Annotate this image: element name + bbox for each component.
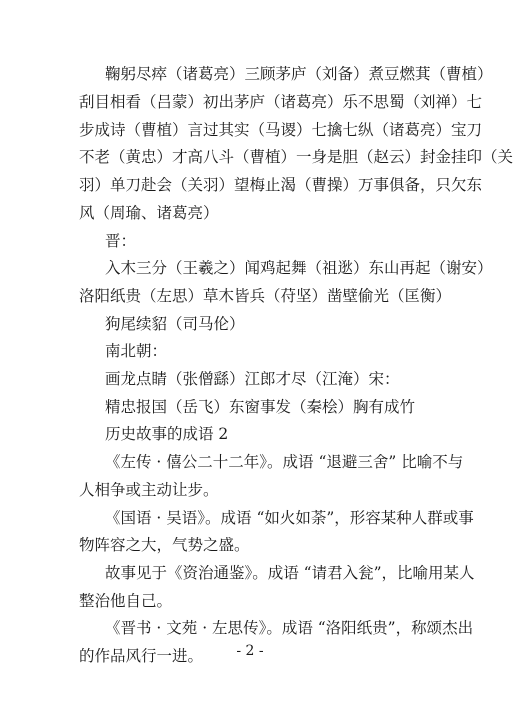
- text-line: 步成诗（曹植）言过其实（马谡）七擒七纵（诸葛亮）宝刀: [79, 121, 483, 139]
- text-line: 狗尾续貂（司马伦）: [105, 315, 245, 333]
- text-line: 《晋书 · 文苑 · 左思传》。成语 “洛阳纸贵”，称颂杰出: [105, 619, 474, 637]
- page-number: - 2 -: [236, 643, 264, 659]
- text-line: 故事见于《资治通鉴》。成语 “请君入瓮”，比喻用某人: [105, 564, 475, 582]
- text-line: 不老（黄忠）才高八斗（曹植）一身是胆（赵云）封金挂印（关: [79, 148, 513, 166]
- text-line: 的作品风行一进。: [79, 647, 204, 665]
- section-heading: 晋：: [105, 232, 137, 250]
- text-line: 画龙点睛（张僧繇）江郎才尽（江淹）宋：: [105, 370, 400, 388]
- text-line: 人相争或主动让步。: [79, 481, 219, 499]
- section-heading: 南北朝：: [105, 342, 168, 360]
- text-line: 鞠躬尽瘁（诸葛亮）三顾茅庐（刘备）煮豆燃萁（曹植）: [105, 65, 493, 83]
- text-line: 入木三分（王羲之）闻鸡起舞（祖逖）东山再起（谢安）: [105, 259, 493, 277]
- text-line: 洛阳纸贵（左思）草木皆兵（苻坚）凿壁偷光（匡衡）: [79, 287, 452, 305]
- text-line: 风（周瑜、诸葛亮）: [79, 204, 219, 222]
- text-line: 精忠报国（岳飞）东窗事发（秦桧）胸有成竹: [105, 398, 416, 416]
- text-line: 整治他自己。: [79, 592, 173, 610]
- text-line: 刮目相看（吕蒙）初出茅庐（诸葛亮）乐不思蜀（刘禅）七: [79, 93, 483, 111]
- text-line: 物阵容之大，气势之盛。: [79, 536, 250, 554]
- text-line: 《国语 · 吴语》。成语 “如火如荼”，形容某种人群或事: [105, 509, 474, 527]
- section-heading: 历史故事的成语 2: [105, 425, 229, 443]
- text-line: 《左传 · 僖公二十二年》。成语 “退避三舍” 比喻不与: [105, 453, 464, 471]
- text-line: 羽）单刀赴会（关羽）望梅止渴（曹操）万事俱备，只欠东: [79, 176, 483, 194]
